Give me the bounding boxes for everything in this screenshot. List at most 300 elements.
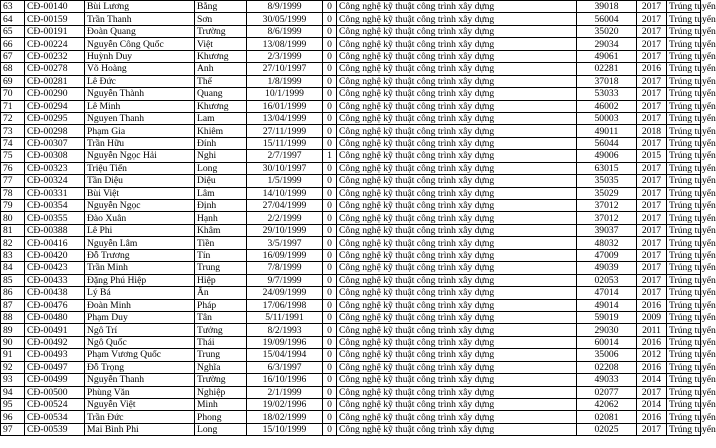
given-name-cell: Việt	[195, 38, 247, 50]
major-cell: Công nghệ kỹ thuật công trình xây dựng	[337, 361, 577, 373]
application-code-cell: CĐ-00298	[25, 125, 85, 137]
row-number-cell: 72	[1, 112, 25, 124]
major-cell: Công nghệ kỹ thuật công trình xây dựng	[337, 38, 577, 50]
status-cell: Trúng tuyển	[667, 75, 701, 87]
graduation-year-cell: 2016	[637, 299, 667, 311]
date-of-birth-cell: 9/7/1999	[247, 274, 323, 286]
row-number-cell: 85	[1, 274, 25, 286]
status-cell: Trúng tuyển	[667, 287, 701, 299]
row-number-cell: 94	[1, 386, 25, 398]
candidate-id-cell: 49006	[577, 150, 637, 162]
surname-cell: Đào Xuân	[85, 212, 195, 224]
given-name-cell: Phong	[195, 411, 247, 423]
given-name-cell: Khiêm	[195, 125, 247, 137]
candidate-id-cell: 59019	[577, 311, 637, 323]
application-code-cell: CĐ-00499	[25, 374, 85, 386]
major-cell: Công nghệ kỹ thuật công trình xây dựng	[337, 287, 577, 299]
major-cell: Công nghệ kỹ thuật công trình xây dựng	[337, 374, 577, 386]
application-code-cell: CĐ-00295	[25, 112, 85, 124]
flag-cell: 1	[323, 150, 337, 162]
candidate-id-cell: 50003	[577, 112, 637, 124]
major-cell: Công nghệ kỹ thuật công trình xây dựng	[337, 88, 577, 100]
flag-cell: 0	[323, 386, 337, 398]
graduation-year-cell: 2017	[637, 237, 667, 249]
given-name-cell: Hiệp	[195, 274, 247, 286]
status-cell: Trúng tuyển	[667, 1, 701, 13]
given-name-cell: Pháp	[195, 299, 247, 311]
candidate-id-cell: 47009	[577, 249, 637, 261]
graduation-year-cell: 2017	[637, 187, 667, 199]
major-cell: Công nghệ kỹ thuật công trình xây dựng	[337, 13, 577, 25]
table-row	[1, 100, 701, 112]
flag-cell: 0	[323, 137, 337, 149]
major-cell: Công nghệ kỹ thuật công trình xây dựng	[337, 150, 577, 162]
table-row	[1, 175, 701, 187]
flag-cell: 0	[323, 224, 337, 236]
row-number-cell: 84	[1, 262, 25, 274]
table-row	[1, 150, 701, 162]
table-row	[1, 399, 701, 411]
row-number-cell: 67	[1, 50, 25, 62]
surname-cell: Phạm Duy	[85, 311, 195, 323]
flag-cell: 0	[323, 1, 337, 13]
flag-cell: 0	[323, 63, 337, 75]
flag-cell: 0	[323, 75, 337, 87]
graduation-year-cell: 2016	[637, 336, 667, 348]
graduation-year-cell: 2017	[637, 50, 667, 62]
table-row	[1, 200, 701, 212]
given-name-cell: Minh	[195, 399, 247, 411]
candidate-id-cell: 47014	[577, 287, 637, 299]
flag-cell: 0	[323, 349, 337, 361]
candidate-id-cell: 29030	[577, 324, 637, 336]
flag-cell: 0	[323, 249, 337, 261]
surname-cell: Trần Minh	[85, 262, 195, 274]
table-row	[1, 112, 701, 124]
status-cell: Trúng tuyển	[667, 399, 701, 411]
row-number-cell: 63	[1, 1, 25, 13]
row-number-cell: 74	[1, 137, 25, 149]
date-of-birth-cell: 19/02/1996	[247, 399, 323, 411]
candidate-id-cell: 60014	[577, 336, 637, 348]
candidate-id-cell: 35020	[577, 25, 637, 37]
major-cell: Công nghệ kỹ thuật công trình xây dựng	[337, 299, 577, 311]
graduation-year-cell: 2017	[637, 75, 667, 87]
given-name-cell: Tưởng	[195, 324, 247, 336]
application-code-cell: CĐ-00539	[25, 423, 85, 435]
graduation-year-cell: 2017	[637, 224, 667, 236]
flag-cell: 0	[323, 13, 337, 25]
surname-cell: Ngô Quốc	[85, 336, 195, 348]
surname-cell: Phạm Vương Quốc	[85, 349, 195, 361]
candidate-id-cell: 46002	[577, 100, 637, 112]
row-number-cell: 79	[1, 200, 25, 212]
flag-cell: 0	[323, 112, 337, 124]
application-code-cell: CĐ-00307	[25, 137, 85, 149]
application-code-cell: CĐ-00438	[25, 287, 85, 299]
given-name-cell: Định	[195, 200, 247, 212]
surname-cell: Đặng Phú Hiệp	[85, 274, 195, 286]
status-cell: Trúng tuyển	[667, 125, 701, 137]
row-number-cell: 92	[1, 361, 25, 373]
row-number-cell: 96	[1, 411, 25, 423]
given-name-cell: Trung	[195, 349, 247, 361]
status-cell: Trúng tuyển	[667, 100, 701, 112]
graduation-year-cell: 2015	[637, 150, 667, 162]
date-of-birth-cell: 6/3/1997	[247, 361, 323, 373]
row-number-cell: 82	[1, 237, 25, 249]
surname-cell: Lê Phi	[85, 224, 195, 236]
table-row	[1, 237, 701, 249]
date-of-birth-cell: 16/01/1999	[247, 100, 323, 112]
status-cell: Trúng tuyển	[667, 361, 701, 373]
row-number-cell: 90	[1, 336, 25, 348]
candidate-id-cell: 35035	[577, 175, 637, 187]
given-name-cell: Lam	[195, 112, 247, 124]
status-cell: Trúng tuyển	[667, 349, 701, 361]
graduation-year-cell: 2017	[637, 212, 667, 224]
given-name-cell: Tiền	[195, 237, 247, 249]
graduation-year-cell: 2016	[637, 63, 667, 75]
table-row	[1, 25, 701, 37]
status-cell: Trúng tuyển	[667, 274, 701, 286]
status-cell: Trúng tuyển	[667, 237, 701, 249]
status-cell: Trúng tuyển	[667, 336, 701, 348]
flag-cell: 0	[323, 287, 337, 299]
given-name-cell: Anh	[195, 63, 247, 75]
surname-cell: Nguyễn Ngọc Hải	[85, 150, 195, 162]
application-code-cell: CĐ-00290	[25, 88, 85, 100]
status-cell: Trúng tuyển	[667, 50, 701, 62]
surname-cell: Trần Đức	[85, 411, 195, 423]
row-number-cell: 76	[1, 162, 25, 174]
major-cell: Công nghệ kỹ thuật công trình xây dựng	[337, 100, 577, 112]
major-cell: Công nghệ kỹ thuật công trình xây dựng	[337, 311, 577, 323]
date-of-birth-cell: 30/10/1997	[247, 162, 323, 174]
major-cell: Công nghệ kỹ thuật công trình xây dựng	[337, 336, 577, 348]
graduation-year-cell: 2014	[637, 399, 667, 411]
candidate-id-cell: 56004	[577, 13, 637, 25]
row-number-cell: 80	[1, 212, 25, 224]
graduation-year-cell: 2017	[637, 162, 667, 174]
row-number-cell: 66	[1, 38, 25, 50]
row-number-cell: 65	[1, 25, 25, 37]
table-row	[1, 262, 701, 274]
surname-cell: Đoàn Quang	[85, 25, 195, 37]
candidate-id-cell: 02281	[577, 63, 637, 75]
flag-cell: 0	[323, 299, 337, 311]
table-row	[1, 13, 701, 25]
given-name-cell: Khâm	[195, 224, 247, 236]
table-row	[1, 386, 701, 398]
row-number-cell: 87	[1, 299, 25, 311]
status-cell: Trúng tuyển	[667, 299, 701, 311]
date-of-birth-cell: 18/02/1999	[247, 411, 323, 423]
table-row	[1, 349, 701, 361]
status-cell: Trúng tuyển	[667, 311, 701, 323]
application-code-cell: CĐ-00388	[25, 224, 85, 236]
row-number-cell: 77	[1, 175, 25, 187]
table-row	[1, 336, 701, 348]
status-cell: Trúng tuyển	[667, 411, 701, 423]
given-name-cell: Nghiệp	[195, 386, 247, 398]
date-of-birth-cell: 2/3/1999	[247, 50, 323, 62]
application-code-cell: CĐ-00491	[25, 324, 85, 336]
application-code-cell: CĐ-00524	[25, 399, 85, 411]
date-of-birth-cell: 17/06/1998	[247, 299, 323, 311]
application-code-cell: CĐ-00476	[25, 299, 85, 311]
candidate-id-cell: 49011	[577, 125, 637, 137]
graduation-year-cell: 2016	[637, 361, 667, 373]
date-of-birth-cell: 27/11/1999	[247, 125, 323, 137]
application-code-cell: CĐ-00493	[25, 349, 85, 361]
candidate-id-cell: 63015	[577, 162, 637, 174]
given-name-cell: Quang	[195, 88, 247, 100]
graduation-year-cell: 2017	[637, 175, 667, 187]
flag-cell: 0	[323, 38, 337, 50]
date-of-birth-cell: 1/8/1999	[247, 75, 323, 87]
major-cell: Công nghệ kỹ thuật công trình xây dựng	[337, 25, 577, 37]
given-name-cell: Nghi	[195, 150, 247, 162]
application-code-cell: CĐ-00224	[25, 38, 85, 50]
graduation-year-cell: 2017	[637, 386, 667, 398]
application-code-cell: CĐ-00281	[25, 75, 85, 87]
surname-cell: Phạm Gia	[85, 125, 195, 137]
date-of-birth-cell: 14/10/1999	[247, 187, 323, 199]
status-cell: Trúng tuyển	[667, 162, 701, 174]
given-name-cell: Nghĩa	[195, 361, 247, 373]
date-of-birth-cell: 30/05/1999	[247, 13, 323, 25]
date-of-birth-cell: 16/09/1999	[247, 249, 323, 261]
major-cell: Công nghệ kỹ thuật công trình xây dựng	[337, 411, 577, 423]
flag-cell: 0	[323, 324, 337, 336]
table-row	[1, 274, 701, 286]
date-of-birth-cell: 27/04/1999	[247, 200, 323, 212]
flag-cell: 0	[323, 100, 337, 112]
date-of-birth-cell: 13/08/1999	[247, 38, 323, 50]
major-cell: Công nghệ kỹ thuật công trình xây dựng	[337, 324, 577, 336]
graduation-year-cell: 2017	[637, 112, 667, 124]
given-name-cell: Long	[195, 162, 247, 174]
given-name-cell: Thái	[195, 336, 247, 348]
graduation-year-cell: 2017	[637, 137, 667, 149]
status-cell: Trúng tuyển	[667, 249, 701, 261]
surname-cell: Ngô Trí	[85, 324, 195, 336]
surname-cell: Bùi Lương	[85, 1, 195, 13]
table-row	[1, 287, 701, 299]
given-name-cell: Tín	[195, 249, 247, 261]
surname-cell: Tần Diệu	[85, 175, 195, 187]
application-code-cell: CĐ-00534	[25, 411, 85, 423]
application-code-cell: CĐ-00433	[25, 274, 85, 286]
flag-cell: 0	[323, 175, 337, 187]
major-cell: Công nghệ kỹ thuật công trình xây dựng	[337, 423, 577, 435]
status-cell: Trúng tuyển	[667, 88, 701, 100]
graduation-year-cell: 2017	[637, 38, 667, 50]
application-code-cell: CĐ-00480	[25, 311, 85, 323]
application-code-cell: CĐ-00497	[25, 361, 85, 373]
surname-cell: Nguyen Thanh	[85, 112, 195, 124]
table-row	[1, 324, 701, 336]
given-name-cell: Khương	[195, 50, 247, 62]
flag-cell: 0	[323, 274, 337, 286]
status-cell: Trúng tuyển	[667, 63, 701, 75]
application-code-cell: CĐ-00323	[25, 162, 85, 174]
flag-cell: 0	[323, 212, 337, 224]
surname-cell: Đỗ Trương	[85, 249, 195, 261]
major-cell: Công nghệ kỹ thuật công trình xây dựng	[337, 175, 577, 187]
given-name-cell: Trường	[195, 25, 247, 37]
graduation-year-cell: 2017	[637, 100, 667, 112]
flag-cell: 0	[323, 399, 337, 411]
graduation-year-cell: 2014	[637, 374, 667, 386]
table-row	[1, 88, 701, 100]
major-cell: Công nghệ kỹ thuật công trình xây dựng	[337, 212, 577, 224]
row-number-cell: 71	[1, 100, 25, 112]
graduation-year-cell: 2017	[637, 1, 667, 13]
candidate-id-cell: 02208	[577, 361, 637, 373]
table-row	[1, 299, 701, 311]
graduation-year-cell: 2012	[637, 349, 667, 361]
candidate-id-cell: 02025	[577, 423, 637, 435]
date-of-birth-cell: 10/1/1999	[247, 88, 323, 100]
application-code-cell: CĐ-00492	[25, 336, 85, 348]
table-row	[1, 224, 701, 236]
application-code-cell: CĐ-00278	[25, 63, 85, 75]
major-cell: Công nghệ kỹ thuật công trình xây dựng	[337, 262, 577, 274]
surname-cell: Nguyễn Ngọc	[85, 200, 195, 212]
application-code-cell: CĐ-00355	[25, 212, 85, 224]
table-row	[1, 1, 701, 13]
date-of-birth-cell: 24/09/1999	[247, 287, 323, 299]
graduation-year-cell: 2017	[637, 274, 667, 286]
candidate-id-cell: 37012	[577, 212, 637, 224]
application-code-cell: CĐ-00420	[25, 249, 85, 261]
application-code-cell: CĐ-00232	[25, 50, 85, 62]
date-of-birth-cell: 27/10/1997	[247, 63, 323, 75]
status-cell: Trúng tuyển	[667, 386, 701, 398]
application-code-cell: CĐ-00159	[25, 13, 85, 25]
row-number-cell: 68	[1, 63, 25, 75]
row-number-cell: 64	[1, 13, 25, 25]
table-row	[1, 63, 701, 75]
graduation-year-cell: 2017	[637, 262, 667, 274]
surname-cell: Lê Minh	[85, 100, 195, 112]
major-cell: Công nghệ kỹ thuật công trình xây dựng	[337, 386, 577, 398]
candidate-id-cell: 37012	[577, 200, 637, 212]
major-cell: Công nghệ kỹ thuật công trình xây dựng	[337, 63, 577, 75]
graduation-year-cell: 2017	[637, 249, 667, 261]
table-row	[1, 50, 701, 62]
candidate-id-cell: 53033	[577, 88, 637, 100]
major-cell: Công nghệ kỹ thuật công trình xây dựng	[337, 162, 577, 174]
candidate-id-cell: 49033	[577, 374, 637, 386]
application-code-cell: CĐ-00308	[25, 150, 85, 162]
application-code-cell: CĐ-00500	[25, 386, 85, 398]
flag-cell: 0	[323, 125, 337, 137]
row-number-cell: 93	[1, 374, 25, 386]
candidate-id-cell: 42062	[577, 399, 637, 411]
candidate-id-cell: 49061	[577, 50, 637, 62]
status-cell: Trúng tuyển	[667, 150, 701, 162]
candidate-id-cell: 29034	[577, 38, 637, 50]
table-row	[1, 125, 701, 137]
date-of-birth-cell: 2/7/1997	[247, 150, 323, 162]
surname-cell: Nguyễn Công Quốc	[85, 38, 195, 50]
candidate-id-cell: 39037	[577, 224, 637, 236]
graduation-year-cell: 2017	[637, 25, 667, 37]
given-name-cell: Long	[195, 423, 247, 435]
table-row	[1, 361, 701, 373]
flag-cell: 0	[323, 237, 337, 249]
flag-cell: 0	[323, 411, 337, 423]
candidate-id-cell: 48032	[577, 237, 637, 249]
given-name-cell: Bằng	[195, 1, 247, 13]
major-cell: Công nghệ kỹ thuật công trình xây dựng	[337, 50, 577, 62]
flag-cell: 0	[323, 88, 337, 100]
date-of-birth-cell: 2/2/1999	[247, 212, 323, 224]
flag-cell: 0	[323, 200, 337, 212]
date-of-birth-cell: 8/9/1999	[247, 1, 323, 13]
surname-cell: Nguyễn Việt	[85, 399, 195, 411]
application-code-cell: CĐ-00140	[25, 1, 85, 13]
date-of-birth-cell: 16/10/1996	[247, 374, 323, 386]
surname-cell: Võ Hoàng	[85, 63, 195, 75]
given-name-cell: Tân	[195, 311, 247, 323]
surname-cell: Huỳnh Duy	[85, 50, 195, 62]
application-code-cell: CĐ-00324	[25, 175, 85, 187]
graduation-year-cell: 2016	[637, 411, 667, 423]
status-cell: Trúng tuyển	[667, 112, 701, 124]
flag-cell: 0	[323, 361, 337, 373]
row-number-cell: 70	[1, 88, 25, 100]
status-cell: Trúng tuyển	[667, 187, 701, 199]
major-cell: Công nghệ kỹ thuật công trình xây dựng	[337, 137, 577, 149]
application-code-cell: CĐ-00423	[25, 262, 85, 274]
candidate-id-cell: 39018	[577, 1, 637, 13]
major-cell: Công nghệ kỹ thuật công trình xây dựng	[337, 1, 577, 13]
given-name-cell: Đính	[195, 137, 247, 149]
row-number-cell: 73	[1, 125, 25, 137]
status-cell: Trúng tuyển	[667, 200, 701, 212]
date-of-birth-cell: 8/2/1993	[247, 324, 323, 336]
table-row	[1, 212, 701, 224]
graduation-year-cell: 2017	[637, 287, 667, 299]
flag-cell: 0	[323, 336, 337, 348]
candidate-id-cell: 37018	[577, 75, 637, 87]
candidate-id-cell: 56044	[577, 137, 637, 149]
status-cell: Trúng tuyển	[667, 374, 701, 386]
application-code-cell: CĐ-00416	[25, 237, 85, 249]
row-number-cell: 75	[1, 150, 25, 162]
row-number-cell: 91	[1, 349, 25, 361]
table-row	[1, 137, 701, 149]
major-cell: Công nghệ kỹ thuật công trình xây dựng	[337, 200, 577, 212]
surname-cell: Trần Hữu	[85, 137, 195, 149]
candidate-id-cell: 02081	[577, 411, 637, 423]
status-cell: Trúng tuyển	[667, 137, 701, 149]
date-of-birth-cell: 1/5/1999	[247, 175, 323, 187]
given-name-cell: Hạnh	[195, 212, 247, 224]
given-name-cell: Ân	[195, 287, 247, 299]
date-of-birth-cell: 3/5/1997	[247, 237, 323, 249]
status-cell: Trúng tuyển	[667, 25, 701, 37]
status-cell: Trúng tuyển	[667, 175, 701, 187]
graduation-year-cell: 2017	[637, 423, 667, 435]
date-of-birth-cell: 15/04/1994	[247, 349, 323, 361]
flag-cell: 0	[323, 187, 337, 199]
flag-cell: 0	[323, 25, 337, 37]
